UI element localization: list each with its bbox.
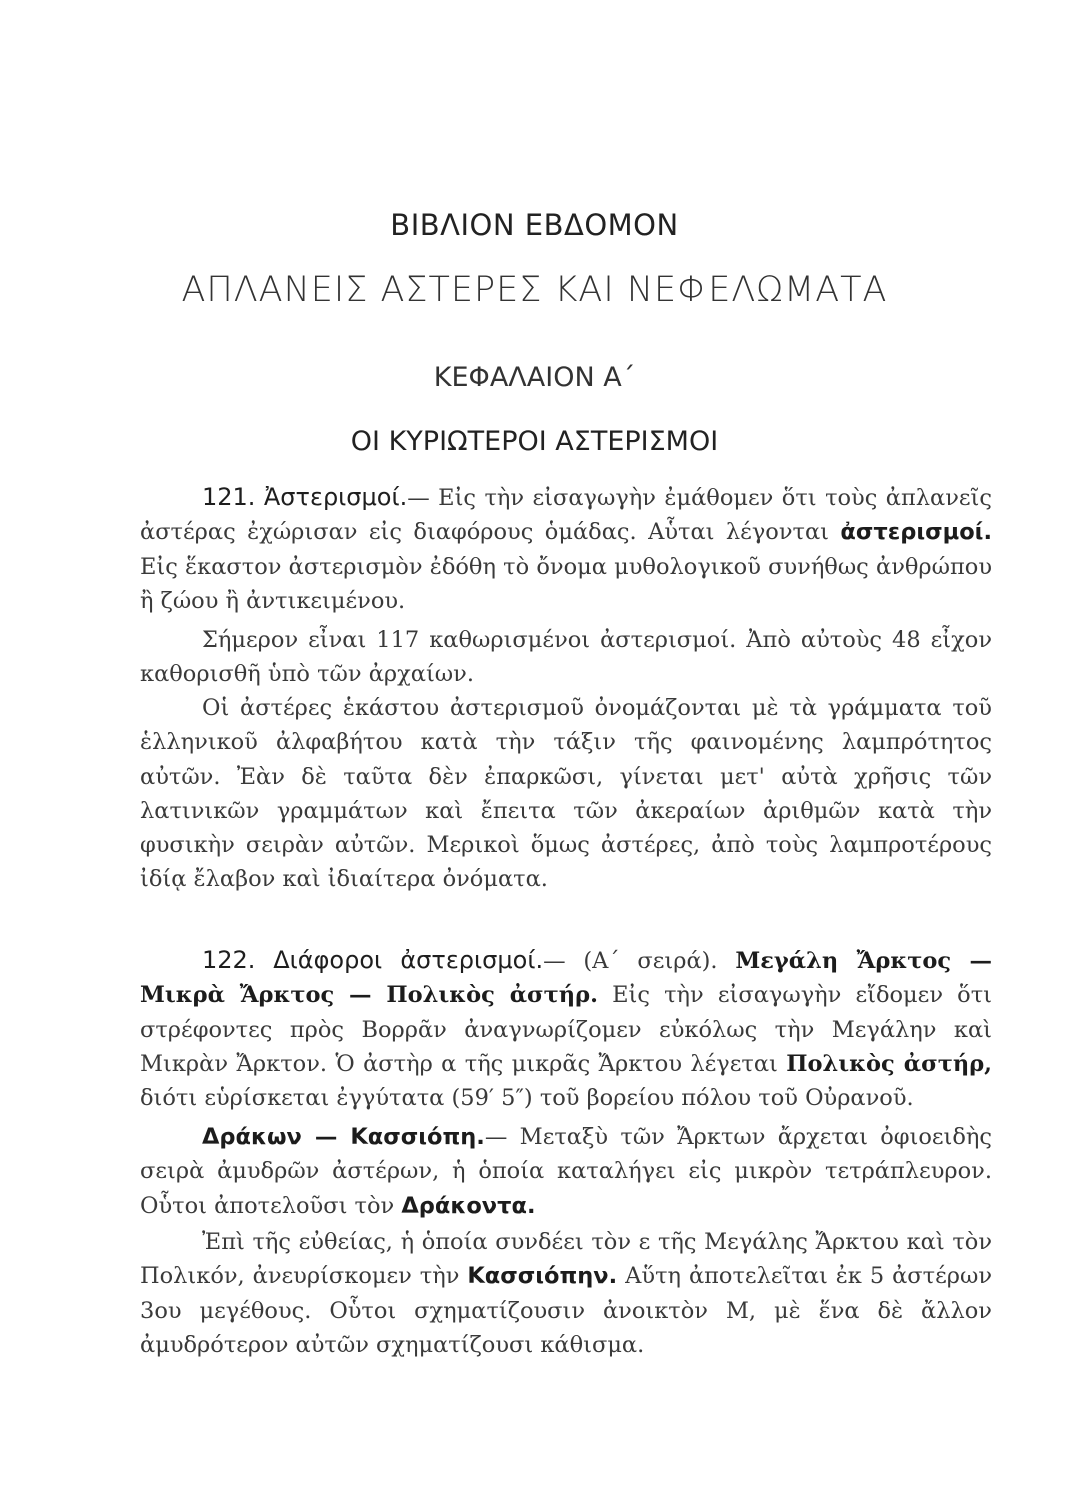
paragraph-text: Εἰς ἕκαστον ἀστερισμὸν ἐδόθη τὸ ὄνομα μυθολογικοῦ συνήθως ἀνθρώπου ἢ ζώου ἢ ἀντικειμένου. <box>140 553 992 614</box>
chapter-label: ΚΕΦΑΛΑΙΟΝ Α΄ <box>433 362 636 393</box>
term-bold: ἀστερισμοί. <box>840 519 992 546</box>
section-number: 122. <box>202 946 256 974</box>
paragraph-text: διότι εὑρίσκεται ἐγγύτατα (59′ 5″) τοῦ βορείου πόλου τοῦ Οὐρανοῦ. <box>140 1085 914 1112</box>
paragraph-text: — Εἰς τὴν εἰσαγωγὴν ἐμάθομεν ὅτι τοὺς ἀπλανεῖς ἀστέρας ἐχώρισαν εἰς διαφόρους ὁμάδας. Αὗται λέγονται <box>140 485 992 546</box>
term-bold: Δράκων — Κασσιόπη. <box>202 1124 485 1150</box>
term-bold: Δράκοντα. <box>401 1192 536 1219</box>
paragraph-text: Ἐπὶ τῆς εὐθείας, ἡ ὁποία συνδέει τὸν ε τῆς Μεγάλης Ἄρκτου καὶ τὸν Πολικόν, ἀνευρίσκομεν τὴν <box>140 1229 992 1290</box>
section-121-paragraph-1 <box>140 480 992 618</box>
paragraph-text: Αὕτη ἀποτελεῖται ἐκ 5 ἀστέρων 3ου μεγέθους. Οὗτοι σχηματίζουσιν ἀνοικτὸν Μ, μὲ ἕνα δὲ ἄλλον ἀμυδρότερον αὐτῶν σχηματίζουσι κάθισμα. <box>140 1263 992 1358</box>
term-bold: Μεγάλη Ἄρκτος — Μικρὰ Ἄρκτος — Πολικὸς ἀστήρ. <box>140 948 992 1009</box>
section-number: 121. <box>202 483 256 511</box>
paragraph-text: — Μεταξὺ τῶν Ἄρκτων ἄρχεται ὀφιοειδὴς σειρὰ ἀμυδρῶν ἀστέρων, ἡ ὁποία καταλήγει εἰς μικρὸν τετράπλευρον. Οὗτοι ἀποτελοῦσι τὸν <box>140 1124 992 1219</box>
section-heading: Διάφοροι ἀστερισμοί. <box>273 946 544 974</box>
section-121-paragraph-2: Σήμερον εἶναι 117 καθωρισμένοι ἀστερισμοί. Ἀπὸ αὐτοὺς 48 εἶχον καθορισθῆ ὑπὸ τῶν ἀρχαίων. <box>140 627 992 688</box>
term-bold: Πολικὸς ἀστήρ, <box>786 1050 992 1077</box>
book-title: ΒΙΒΛΙΟΝ ΕΒΔΟΜΟΝ <box>390 208 679 242</box>
paragraph-text: — (Α΄ σειρά). <box>543 948 736 974</box>
section-122-paragraph-2 <box>140 1120 992 1223</box>
part-title: ΑΠΛΑΝΕΙΣ ΑΣΤΕΡΕΣ ΚΑΙ ΝΕΦΕΛΩΜΑΤΑ <box>181 270 888 310</box>
term-bold: Κασσιόπην. <box>467 1263 618 1290</box>
chapter-title: ΟΙ ΚΥΡΙΩΤΕΡΟΙ ΑΣΤΕΡΙΣΜΟΙ <box>350 426 719 457</box>
section-122-paragraph-3 <box>140 1225 992 1362</box>
section-122-paragraph-1 <box>140 943 992 1115</box>
section-heading: Ἀστερισμοί. <box>263 483 408 511</box>
paragraph-text: Εἰς τὴν εἰσαγωγὴν εἴδομεν ὅτι στρέφοντες πρὸς Βορρᾶν ἀναγνωρίζομεν εὐκόλως τὴν Μεγάλην καὶ Μικρὰν Ἄρκτον. Ὁ ἀστὴρ α τῆς μικρᾶς Ἄρκτου λέγεται <box>140 982 992 1077</box>
section-121-paragraph-3: Οἱ ἀστέρες ἑκάστου ἀστερισμοῦ ὀνομάζονται μὲ τὰ γράμματα τοῦ ἑλληνικοῦ ἀλφαβήτου κατὰ τὴν τάξιν τῆς φαινομένης λαμπρότητος αὐτῶν. Ἐὰν δὲ ταῦτα δὲν ἐπαρκῶσι, γίνεται μετ' αὐτὰ χρῆσις τῶν λατινικῶν γραμμάτων καὶ ἔπειτα τῶν ἀκεραίων ἀριθμῶν κατὰ τὴν φυσικὴν σειρὰν αὐτῶν. Μερικοὶ ὅμως ἀστέρες, ἀπὸ τοὺς λαμπροτέρους ἰδίᾳ ἔλαβον καὶ ἰδιαίτερα ὀνόματα. <box>140 695 992 893</box>
